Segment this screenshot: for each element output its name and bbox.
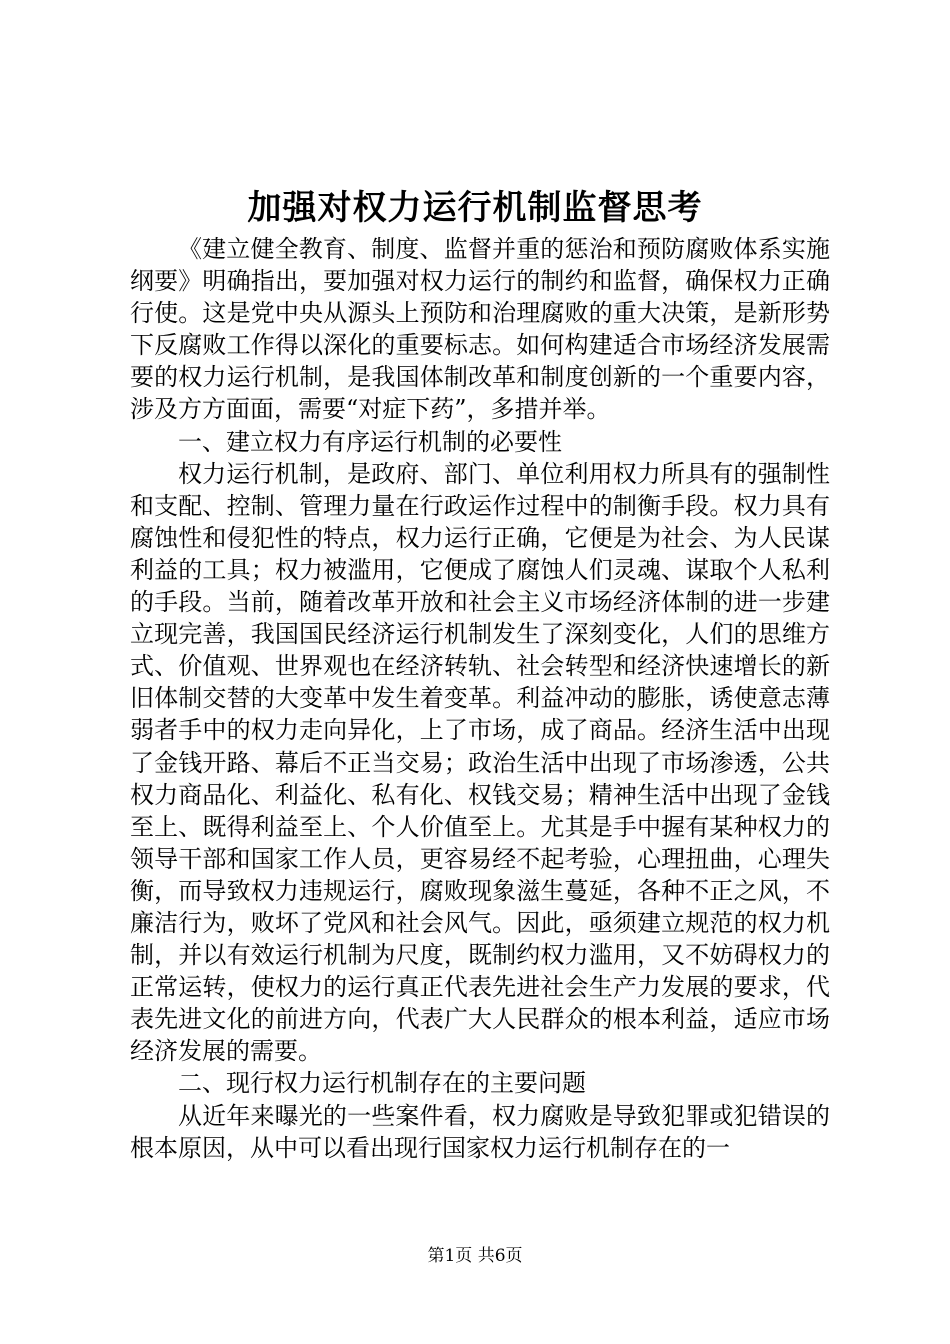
document-title: 加强对权力运行机制监督思考 [247, 188, 703, 228]
section-2-paragraph: 从近年来曝光的一些案件看，权力腐败是导致犯罪或犯错误的根本原因，从中可以看出现行国家权力运行机制存在的一 [130, 1101, 830, 1162]
page-number-footer: 第1页 共6页 [427, 1246, 523, 1266]
section-1-paragraph: 权力运行机制，是政府、部门、单位利用权力所具有的强制性和支配、控制、管理力量在行政运作过程中的制衡手段。权力具有腐蚀性和侵犯性的特点，权力运行正确，它便是为社会、为人民谋利益的工具；权力被滥用，它便成了腐蚀人们灵魂、谋取个人私利的手段。当前，随着改革开放和社会主义市场经济体制的进一步建立现完善，我国国民经济运行机制发生了深刻变化，人们的思维方式、价值观、世界观也在经济转轨、社会转型和经济快速增长的新旧体制交替的大变革中发生着变革。利益冲动的膨胀，诱使意志薄弱者手中的权力走向异化，上了市场，成了商品。经济生活中出现了金钱开路、幕后不正当交易；政治生活中出现了市场渗透，公共权力商品化、利益化、私有化、权钱交易；精神生活中出现了金钱至上、既得利益至上、个人价值至上。尤其是手中握有某种权力的领导干部和国家工作人员，更容易经不起考验，心理扭曲，心理失衡，而导致权力违规运行，腐败现象滋生蔓延，各种不正之风，不廉洁行为，败坏了党风和社会风气。因此，亟须建立规范的权力机制，并以有效运行机制为尺度，既制约权力滥用，又不妨碍权力的正常运转，使权力的运行真正代表先进社会生产力发展的要求，代表先进文化的前进方向，代表广大人民群众的根本利益，适应市场经济发展的需要。 [130, 459, 830, 1066]
intro-paragraph: 《建立健全教育、制度、监督并重的惩治和预防腐败体系实施纲要》明确指出，要加强对权力运行的制约和监督，确保权力正确行使。这是党中央从源头上预防和治理腐败的重大决策，是新形势下反腐败工作得以深化的重要标志。如何构建适合市场经济发展需要的权力运行机制，是我国体制改革和制度创新的一个重要内容，涉及方方面面，需要“对症下药”，多措并举。 [130, 235, 830, 424]
section-heading-2: 二、现行权力运行机制存在的主要问题 [178, 1069, 586, 1098]
section-heading-1: 一、建立权力有序运行机制的必要性 [178, 427, 562, 456]
document-body [130, 233, 830, 1164]
